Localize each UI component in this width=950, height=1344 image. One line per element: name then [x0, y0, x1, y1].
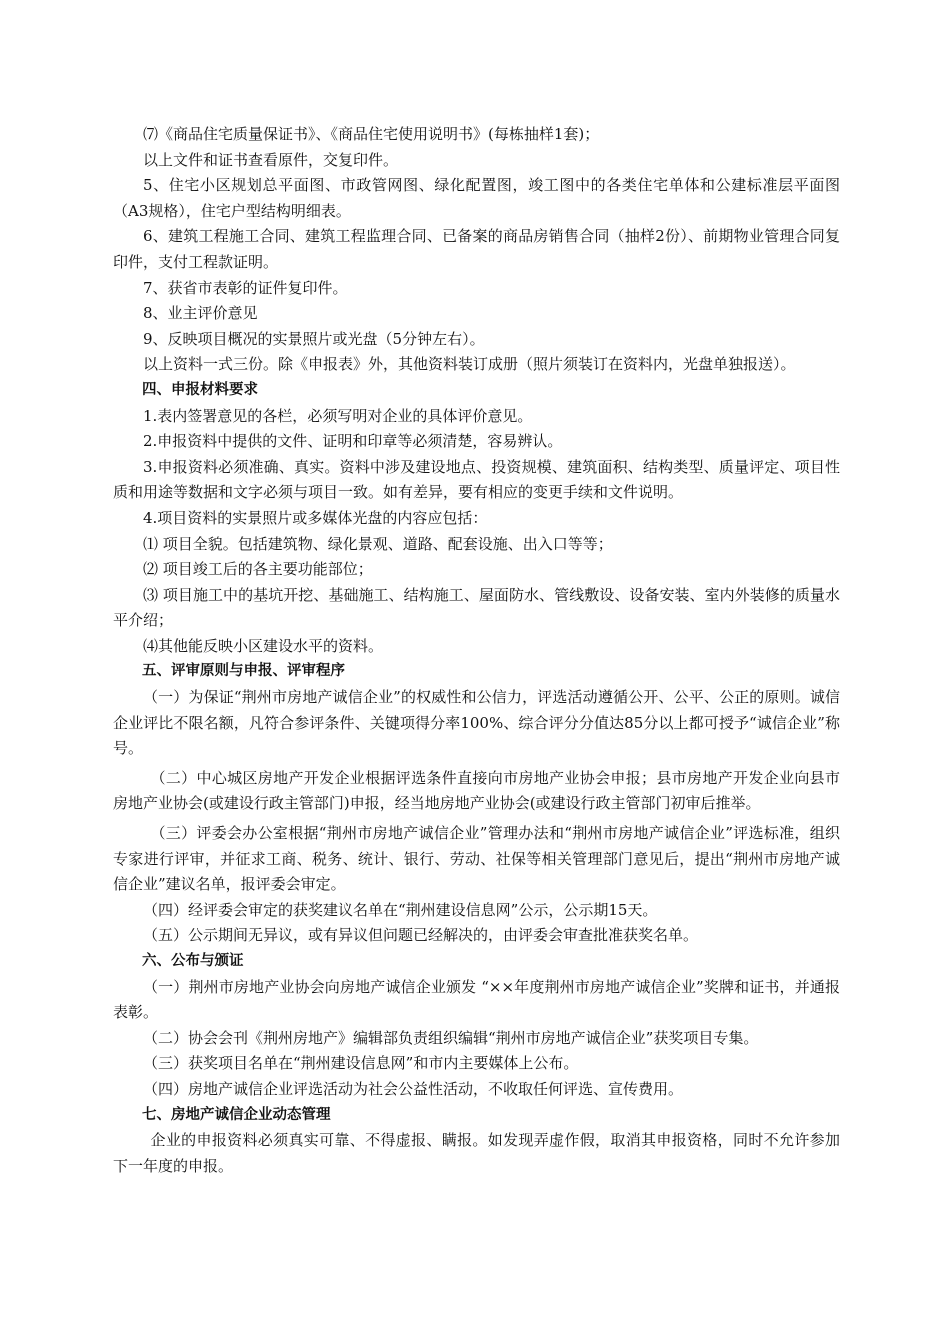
paragraph: 5、住宅小区规划总平面图、市政管网图、绿化配置图，竣工图中的各类住宅单体和公建标准层平面图（A3规格），住宅户型结构明细表。	[113, 176, 840, 220]
paragraph: 6、建筑工程施工合同、建筑工程监理合同、已备案的商品房销售合同（抽样2份）、前期物业管理合同复印件，支付工程款证明。	[113, 227, 840, 271]
paragraph: （二）协会会刊《荆州房地产》编辑部负责组织编辑“荆州市房地产诚信企业”获奖项目专集。	[143, 1028, 759, 1047]
paragraph: ⑶ 项目施工中的基坑开挖、基础施工、结构施工、屋面防水、管线敷设、设备安装、室内外装修的质量水平介绍；	[113, 585, 840, 630]
paragraph: 7、获省市表彰的证件复印件。	[143, 278, 348, 297]
section-heading: 四、申报材料要求	[142, 381, 258, 398]
paragraph: ⑺《商品住宅质量保证书》、《商品住宅使用说明书》(每栋抽样1套)；	[143, 125, 600, 143]
paragraph: 2.申报资料中提供的文件、证明和印章等必须清楚，容易辨认。	[143, 432, 563, 451]
paragraph: ⑷其他能反映小区建设水平的资料。	[143, 636, 384, 655]
paragraph: ⑴ 项目全貌。包括建筑物、绿化景观、道路、配套设施、出入口等等；	[143, 534, 613, 553]
paragraph: （二）中心城区房地产开发企业根据评选条件直接向市房地产业协会申报；县市房地产开发企业向县市房地产业协会(或建设行政主管部门)申报，经当地房地产业协会(或建设行政主管部门初审后推举。	[113, 768, 840, 813]
paragraph: 以上资料一式三份。除《申报表》外，其他资料装订成册（照片须装订在资料内，光盘单独报送）。	[143, 355, 796, 374]
section-heading: 七、房地产诚信企业动态管理	[142, 1106, 331, 1123]
paragraph: （四）房地产诚信企业评选活动为社会公益性活动，不收取任何评选、宣传费用。	[143, 1079, 684, 1098]
paragraph: 8、业主评价意见	[143, 304, 258, 323]
paragraph: （一）荆州市房地产业协会向房地产诚信企业颁发 “××年度荆州市房地产诚信企业”奖牌和证书，并通报表彰。	[113, 977, 840, 1022]
paragraph: 以上文件和证书查看原件，交复印件。	[143, 150, 399, 169]
paragraph: （三）获奖项目名单在“荆州建设信息网”和市内主要媒体上公布。	[143, 1054, 579, 1073]
paragraph: （四）经评委会审定的获奖建议名单在“荆州建设信息网”公示，公示期15天。	[143, 900, 658, 919]
paragraph: （五）公示期间无异议，或有异议但问题已经解决的，由评委会审查批准获奖名单。	[143, 926, 699, 945]
paragraph: （三）评委会办公室根据“荆州市房地产诚信企业”管理办法和“荆州市房地产诚信企业”评选标准，组织专家进行评审，并征求工商、税务、统计、银行、劳动、社保等相关管理部门意见后，提出“荆州市房地产诚信企业”建议名单，报评委会审定。	[113, 824, 840, 894]
paragraph: ⑵ 项目竣工后的各主要功能部位；	[143, 560, 373, 579]
paragraph: 9、反映项目概况的实景照片或光盘（5分钟左右）。	[143, 329, 485, 348]
section-heading: 六、公布与颁证	[142, 953, 244, 969]
document-page	[113, 122, 840, 1179]
paragraph: 4.项目资料的实景照片或多媒体光盘的内容应包括：	[143, 508, 488, 527]
paragraph: 企业的申报资料必须真实可靠、不得虚报、瞒报。如发现弄虚作假，取消其申报资格，同时不允许参加下一年度的申报。	[113, 1131, 840, 1175]
section-heading: 五、评审原则与申报、评审程序	[142, 663, 345, 680]
paragraph: 1.表内签署意见的各栏，必须写明对企业的具体评价意见。	[143, 406, 533, 425]
paragraph: （一）为保证“荆州市房地产诚信企业”的权威性和公信力，评选活动遵循公开、公平、公正的原则。诚信企业评比不限名额，凡符合参评条件、关键项得分率100%、综合评分分值达85分以上都可授予“诚信企业”称号。	[113, 688, 840, 758]
paragraph: 3.申报资料必须准确、真实。资料中涉及建设地点、投资规模、建筑面积、结构类型、质量评定、项目性质和用途等数据和文字必须与项目一致。如有差异，要有相应的变更手续和文件说明。	[113, 457, 840, 502]
